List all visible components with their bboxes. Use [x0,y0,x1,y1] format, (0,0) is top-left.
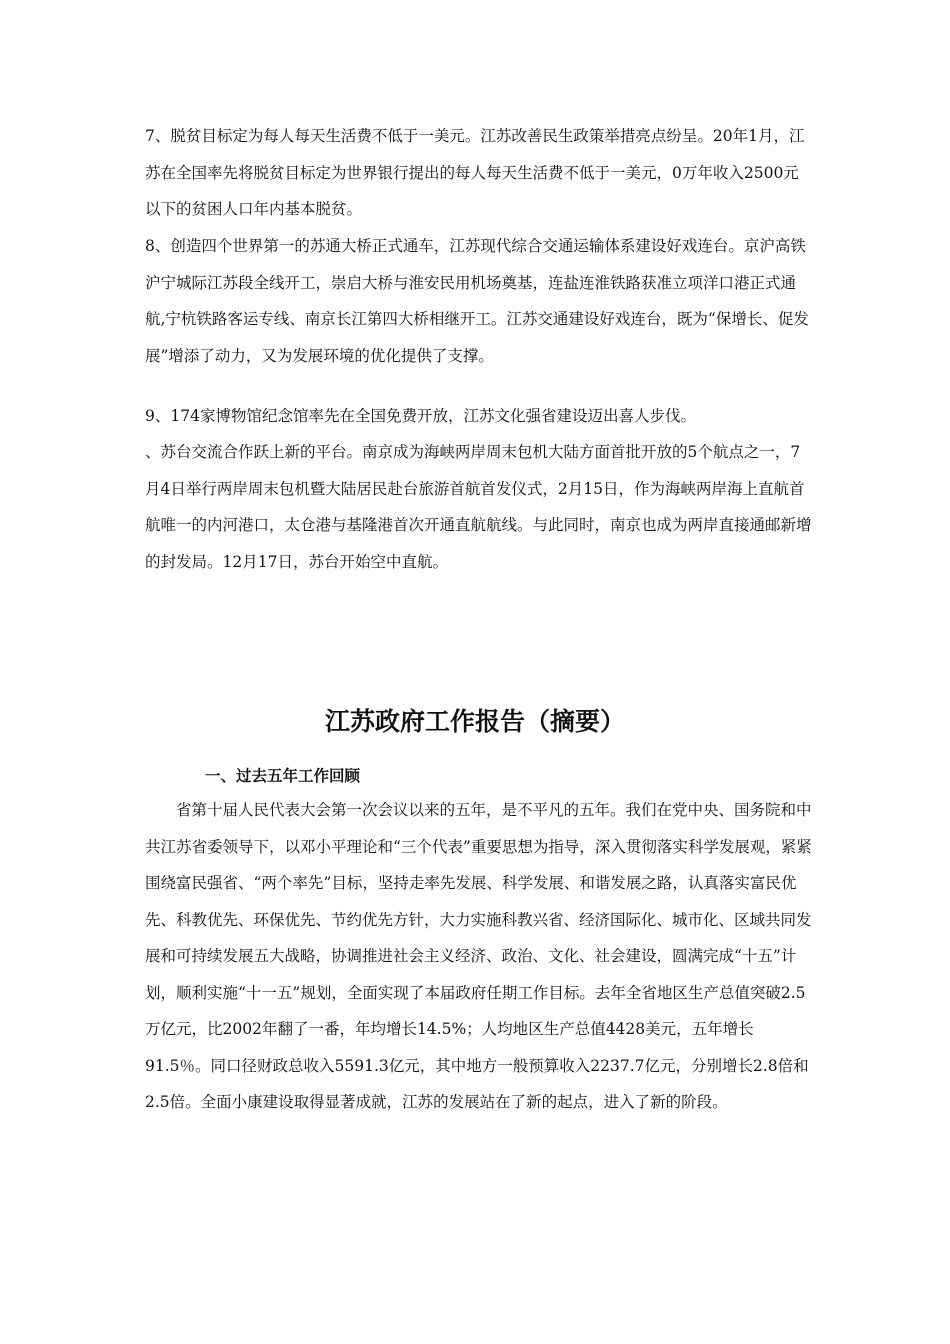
report-title: 江苏政府工作报告（摘要） [324,707,625,736]
list-item-9: 9、174家博物馆纪念馆率先在全国免费开放，江苏文化强省建设迈出喜人步伐。 [145,407,696,425]
list-item-10: 、苏台交流合作跃上新的平台。南京成为海峡两岸周末包机大陆方面首批开放的5个航点之一，7月4日举行两岸周末包机暨大陆居民赴台旅游首航首发仪式，2月15日，作为海峡两岸海上直航首航唯一的内河港口，太仓港与基隆港首次开通直航航线。与此同时，南京也成为两岸直接通邮新增的封发局。12月17日，苏台开始空中直航。 [145,443,812,571]
section-heading: 一、过去五年工作回顾 [205,767,361,785]
list-item-8: 8、创造四个世界第一的苏通大桥正式通车，江苏现代综合交通运输体系建设好戏连台。京沪高铁沪宁城际江苏段全线开工，崇启大桥与淮安民用机场奠基，连盐连淮铁路获准立项洋口港正式通航,宁杭铁路客运专线、南京长江第四大桥相继开工。江苏交通建设好戏连台，既为“保增长、促发展”增添了动力，又为发展环境的优化提供了支撑。 [145,237,809,365]
list-item-7: 7、脱贫目标定为每人每天生活费不低于一美元。江苏改善民生政策举措亮点纷呈。20年1月，江苏在全国率先将脱贫目标定为世界银行提出的每人每天生活费不低于一美元，0万年收入2500元以下的贫困人口年内基本脱贫。 [145,127,805,218]
report-body-paragraph: 省第十届人民代表大会第一次会议以来的五年，是不平凡的五年。我们在党中央、国务院和中共江苏省委领导下，以邓小平理论和“三个代表”重要思想为指导，深入贯彻落实科学发展观，紧紧围绕富民强省、“两个率先”目标，坚持走率先发展、科学发展、和谐发展之路，认真落实富民优先、科教优先、环保优先、节约优先方针，大力实施科教兴省、经济国际化、城市化、区域共同发展和可持续发展五大战略，协调推进社会主义经济、政治、文化、社会建设，圆满完成“十五”计划，顺利实施“十一五”规划，全面实现了本届政府任期工作目标。去年全省地区生产总值突破2.5万亿元，比2002年翻了一番，年均增长14.5%；人均地区生产总值4428美元，五年增长91.5％。同口径财政总收入5591.3亿元，其中地方一般预算收入2237.7亿元，分别增长2.8倍和2.5倍。全面小康建设取得显著成就，江苏的发展站在了新的起点，进入了新的阶段。 [145,801,812,1111]
